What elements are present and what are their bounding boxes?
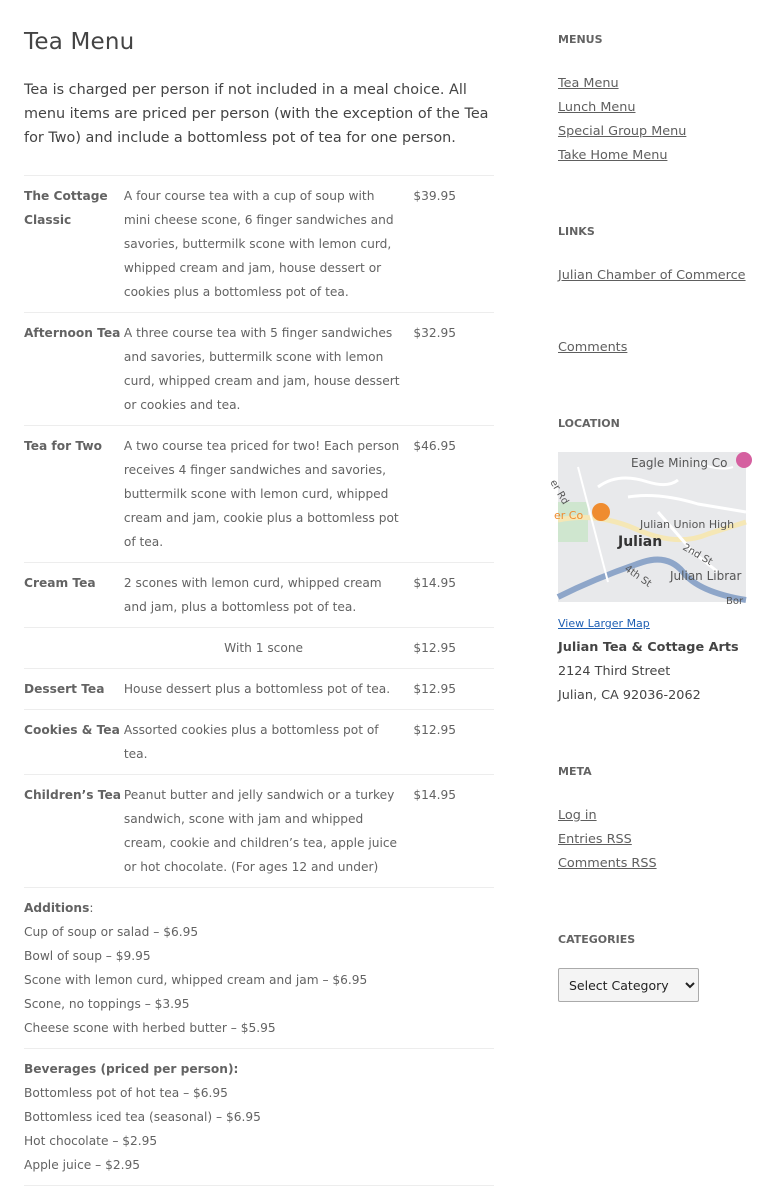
item-price: $12.95 — [403, 628, 494, 669]
item-description: With 1 scone — [124, 628, 403, 669]
category-select[interactable] — [558, 968, 699, 1002]
business-name: Julian Tea & Cottage Arts — [558, 640, 739, 655]
item-description: House dessert plus a bottomless pot of tea. — [124, 669, 403, 710]
item-description: A four course tea with a cup of soup with mini cheese scone, 6 finger sandwiches and savories, buttermilk scone with lemon curd, whipped cream and jam, house dessert or cookies plus a bottomless pot of tea. — [124, 176, 403, 313]
main-content — [24, 0, 494, 1186]
sidebar-item-tea-menu — [558, 72, 748, 96]
item-description: 2 scones with lemon curd, whipped cream and jam, plus a bottomless pot of tea. — [124, 563, 403, 628]
item-name: Cookies & Tea — [24, 710, 124, 775]
city-address: Julian, CA 92036-2062 — [558, 688, 701, 703]
map-label: 4th St — [622, 563, 654, 590]
item-name: Children’s Tea — [24, 775, 124, 888]
item-name: Cream Tea — [24, 563, 124, 628]
additions-section — [24, 887, 494, 1048]
sidebar-item-login — [558, 804, 748, 828]
item-price: $14.95 — [403, 563, 494, 628]
view-larger-map-link[interactable]: View Larger Map — [558, 617, 650, 630]
list-item: Scone with lemon curd, whipped cream and jam – $6.95 — [24, 973, 368, 987]
map-label: er Co — [554, 509, 584, 522]
links-list — [558, 264, 748, 288]
poi-pin — [736, 452, 752, 468]
map-graphic — [547, 452, 746, 607]
location-map[interactable] — [547, 452, 746, 607]
special-group-menu-link[interactable]: Special Group Menu — [558, 124, 687, 139]
item-name: Tea for Two — [24, 426, 124, 563]
table-row — [24, 628, 494, 669]
table-row — [24, 176, 494, 313]
address-block — [558, 636, 748, 708]
list-item: Bottomless iced tea (seasonal) – $6.95 — [24, 1110, 261, 1124]
table-row — [24, 775, 494, 888]
tea-menu-link[interactable]: Tea Menu — [558, 76, 619, 91]
item-price: $12.95 — [403, 710, 494, 775]
entries-rss-link[interactable]: Entries RSS — [558, 832, 632, 847]
sidebar — [547, 0, 748, 1002]
list-item: Bottomless pot of hot tea – $6.95 — [24, 1086, 228, 1100]
sidebar-item-take-home-menu — [558, 144, 748, 168]
login-link[interactable]: Log in — [558, 808, 597, 823]
chamber-of-commerce-link[interactable]: Julian Chamber of Commerce — [558, 268, 746, 283]
table-row — [24, 563, 494, 628]
map-label: Eagle Mining Co — [631, 456, 728, 470]
map-label: Julian Librar — [670, 569, 742, 583]
widget-title-meta: META — [558, 765, 592, 778]
beverages-section — [24, 1048, 494, 1186]
map-label: er Rd — [547, 478, 571, 507]
item-name — [24, 628, 124, 669]
table-row — [24, 313, 494, 426]
sidebar-item-lunch-menu — [558, 96, 748, 120]
map-label: Julian — [618, 534, 663, 550]
additions-heading-line — [24, 896, 494, 920]
additions-colon: : — [89, 901, 94, 915]
categories-wrapper — [558, 968, 748, 1002]
item-name: The Cottage Classic — [24, 176, 124, 313]
sidebar-item-entries-rss — [558, 828, 748, 852]
take-home-menu-link[interactable]: Take Home Menu — [558, 148, 668, 163]
item-name: Dessert Tea — [24, 669, 124, 710]
list-item: Bowl of soup – $9.95 — [24, 949, 151, 963]
item-description: Peanut butter and jelly sandwich or a turkey sandwich, scone with jam and whipped cream, cookie and children’s tea, apple juice or hot chocolate. (For ages 12 and under) — [124, 775, 403, 888]
table-row — [24, 669, 494, 710]
widget-title-location: LOCATION — [558, 417, 620, 430]
meta-list — [558, 804, 748, 876]
comments-link[interactable]: Comments — [558, 340, 628, 355]
list-item: Hot chocolate – $2.95 — [24, 1134, 158, 1148]
item-price: $32.95 — [403, 313, 494, 426]
restaurant-pin — [592, 503, 610, 521]
item-price: $12.95 — [403, 669, 494, 710]
street-address: 2124 Third Street — [558, 664, 671, 679]
item-name: Afternoon Tea — [24, 313, 124, 426]
sidebar-item-special-group-menu — [558, 120, 748, 144]
widget-title-menus: MENUS — [558, 33, 603, 46]
map-label: Julian Union High — [640, 518, 735, 531]
table-row — [24, 710, 494, 775]
item-description: A three course tea with 5 finger sandwiches and savories, buttermilk scone with lemon curd, whipped cream and jam, house dessert or cookies and tea. — [124, 313, 403, 426]
item-description: Assorted cookies plus a bottomless pot of tea. — [124, 710, 403, 775]
additions-heading: Additions — [24, 901, 90, 915]
intro-text: Tea is charged per person if not included in a meal choice. All menu items are priced per person (with the exception of the Tea for Two) and include a bottomless pot of tea for one person. — [24, 82, 489, 146]
comments-rss-link[interactable]: Comments RSS — [558, 856, 657, 871]
map-park — [558, 502, 588, 542]
list-item: Cup of soup or salad – $6.95 — [24, 925, 199, 939]
item-price: $39.95 — [403, 176, 494, 313]
list-item: Apple juice – $2.95 — [24, 1158, 140, 1172]
item-price: $14.95 — [403, 775, 494, 888]
tea-menu-table — [24, 175, 494, 887]
sidebar-item-chamber — [558, 264, 748, 288]
sidebar-item-comments-rss — [558, 852, 748, 876]
page-title: Tea Menu — [24, 29, 135, 55]
menus-list — [558, 72, 748, 168]
item-description: A two course tea priced for two! Each person receives 4 finger sandwiches and savories, buttermilk scone with lemon curd, whipped cream and jam, cookie plus a bottomless pot of tea. — [124, 426, 403, 563]
widget-title-categories: CATEGORIES — [558, 933, 636, 946]
map-label: Bor — [726, 596, 744, 607]
list-item: Cheese scone with herbed butter – $5.95 — [24, 1021, 276, 1035]
lunch-menu-link[interactable]: Lunch Menu — [558, 100, 636, 115]
map-label: 2nd St — [680, 542, 715, 568]
item-price: $46.95 — [403, 426, 494, 563]
beverages-heading: Beverages (priced per person): — [24, 1062, 239, 1076]
list-item: Scone, no toppings – $3.95 — [24, 997, 190, 1011]
sidebar-item-comments — [558, 336, 748, 360]
widget-title-links: LINKS — [558, 225, 595, 238]
table-row — [24, 426, 494, 563]
comments-list — [558, 336, 748, 360]
